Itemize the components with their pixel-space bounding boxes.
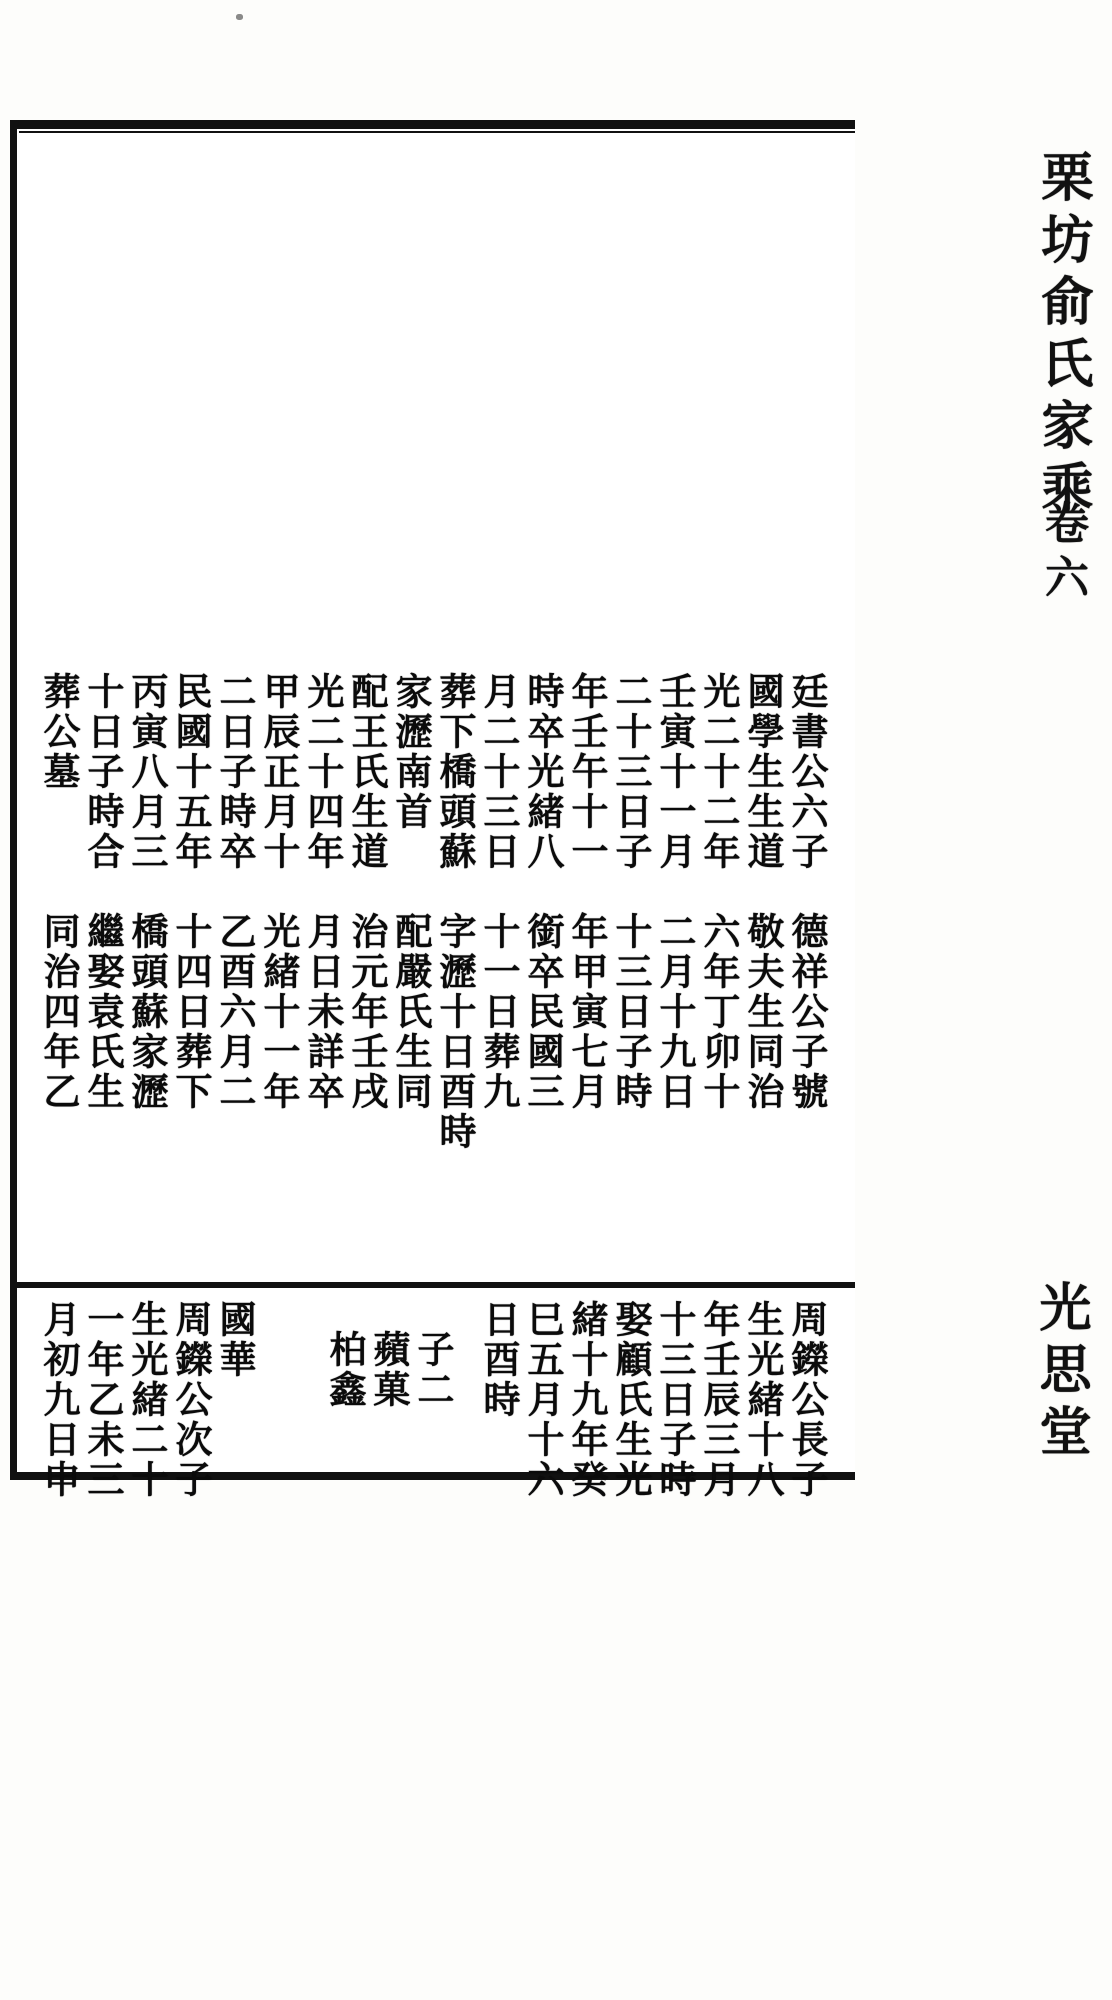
lower-column: 娶顧氏生光 — [609, 1300, 653, 1500]
body-column: 二十三日子 十三日子時 — [609, 672, 653, 1112]
lower-column: 巳五月十六 — [521, 1300, 565, 1500]
body-column: 配王氏生道 治元年壬戌 — [345, 672, 389, 1112]
lower-column: 柏鑫 — [323, 1330, 367, 1410]
spine-volume-number: 卷六 — [1037, 500, 1088, 608]
body-column: 廷書公六子 德祥公子號 — [785, 672, 829, 1112]
body-column: 家瀝南首 配嚴氏生同 — [389, 672, 433, 1112]
lower-column: 國華 — [213, 1300, 257, 1380]
body-column: 丙寅八月三 橋頭蘇家瀝 — [125, 672, 169, 1112]
body-column: 月二十三日 十一日葬九 — [477, 672, 521, 1112]
lower-column: 周鑅公長子 — [785, 1300, 829, 1500]
lower-column: 緒十九年癸 — [565, 1300, 609, 1500]
lower-column: 月初九日申 — [37, 1300, 81, 1500]
lower-column: 生光緒十八 — [741, 1300, 785, 1500]
lower-column: 生光緒二十 — [125, 1300, 169, 1500]
body-column: 光二十二年 六年丁卯十 — [697, 672, 741, 1112]
body-column: 二日子時卒 乙酉六月二 — [213, 672, 257, 1112]
lower-column: 十三日子時 — [653, 1300, 697, 1500]
body-column: 時卒光緒八 銜卒民國三 — [521, 672, 565, 1112]
lower-column: 一年乙未三 — [81, 1300, 125, 1500]
lower-column: 年壬辰三月 — [697, 1300, 741, 1500]
spine-hall-name: 光思堂 — [1030, 1280, 1091, 1466]
speck-mark — [236, 14, 243, 20]
body-column: 光二十四年 月日未詳卒 — [301, 672, 345, 1112]
lower-column: 日酉時 — [477, 1300, 521, 1420]
body-column: 十日子時合 繼娶袁氏生 — [81, 672, 125, 1112]
body-column: 壬寅十一月 二月十九日 — [653, 672, 697, 1112]
body-column: 國學生生道 敬夫生同治 — [741, 672, 785, 1112]
spine-book-title: 栗坊俞氏家乘 — [1032, 150, 1093, 522]
body-column: 甲辰正月十 光緒十一年 — [257, 672, 301, 1112]
body-column: 葬公墓 同治四年乙 — [37, 672, 81, 1112]
body-column: 民國十五年 十四日葬下 — [169, 672, 213, 1112]
body-column: 年壬午十一 年甲寅七月 — [565, 672, 609, 1112]
lower-column: 子二 — [411, 1330, 455, 1410]
body-column: 葬下橋頭蘇 字瀝十日酉時 — [433, 672, 477, 1152]
lower-column: 周鑅公次子 — [169, 1300, 213, 1500]
register-divider — [12, 1282, 855, 1288]
lower-column: 蘋菓 — [367, 1330, 411, 1410]
